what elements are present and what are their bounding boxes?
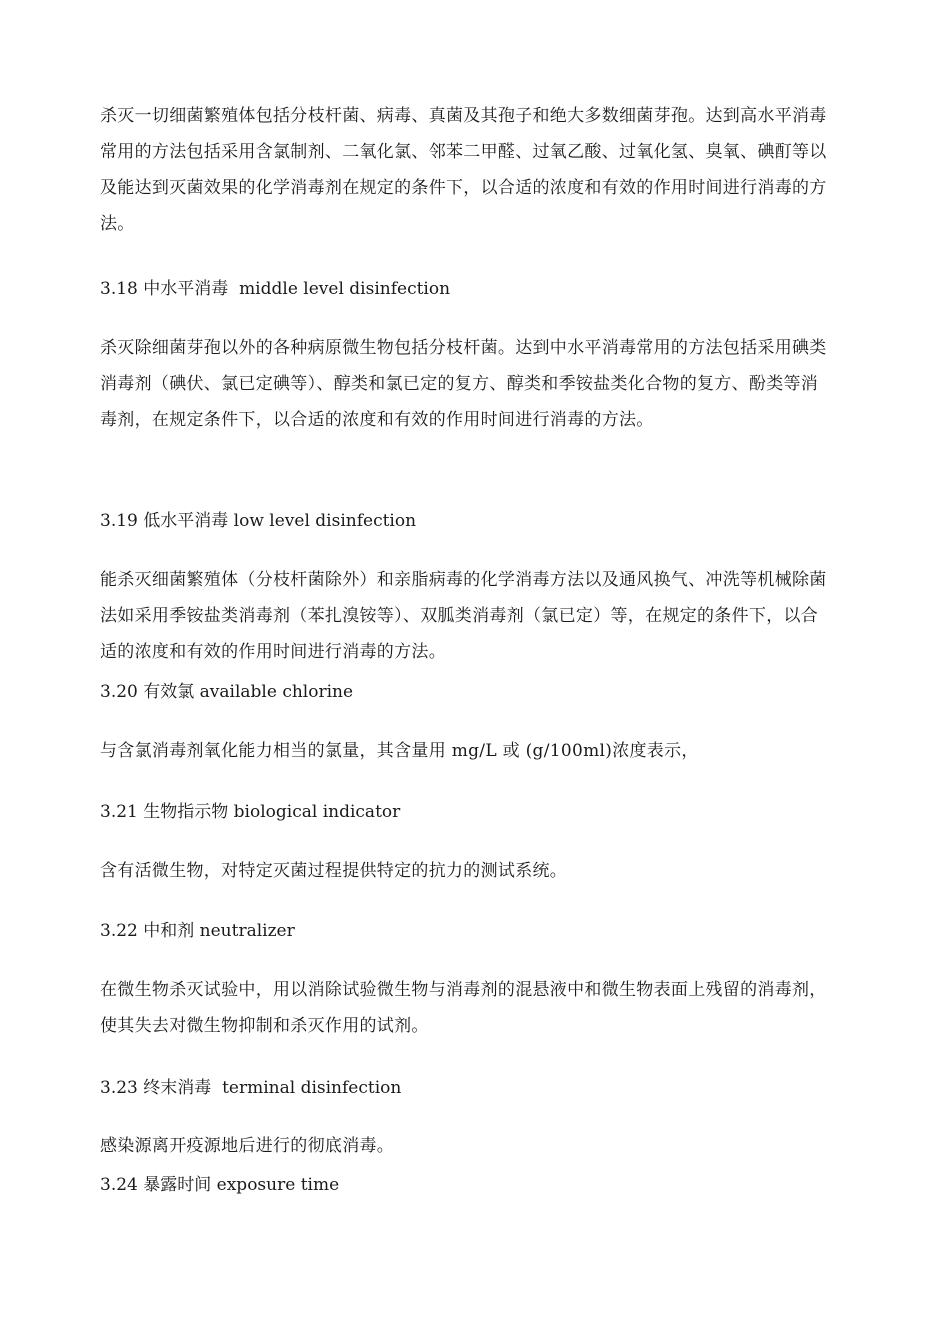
heading-3-18-middle-level-disinfection: 3.18 中水平消毒 middle level disinfection xyxy=(100,279,451,299)
paragraph-available-chlorine-definition: 与含氯消毒剂氧化能力相当的氯量，其含量用 mg/L 或 (g/100ml)浓度表示， xyxy=(100,741,699,761)
paragraph-low-level-disinfection-definition: 能杀灭细菌繁殖体（分枝杆菌除外）和亲脂病毒的化学消毒方法以及通风换气、冲洗等机械除菌法如采用季铵盐类消毒剂（苯扎溴铵等）、双胍类消毒剂（氯已定）等，在规定的条件下，以合适的浓度和有效的作用时间进行消毒的方法。 xyxy=(100,570,827,662)
heading-3-24-exposure-time: 3.24 暴露时间 exposure time xyxy=(100,1175,340,1195)
paragraph-biological-indicator-definition: 含有活微生物，对特定灭菌过程提供特定的抗力的测试系统。 xyxy=(100,861,568,881)
paragraph-terminal-disinfection-definition: 感染源离开疫源地后进行的彻底消毒。 xyxy=(100,1136,395,1156)
heading-3-23-terminal-disinfection: 3.23 终末消毒 terminal disinfection xyxy=(100,1078,402,1098)
heading-3-20-available-chlorine: 3.20 有效氯 available chlorine xyxy=(100,682,354,702)
heading-3-22-neutralizer: 3.22 中和剂 neutralizer xyxy=(100,921,295,941)
paragraph-middle-level-disinfection-definition: 杀灭除细菌芽孢以外的各种病原微生物包括分枝杆菌。达到中水平消毒常用的方法包括采用碘类消毒剂（碘伏、氯已定碘等）、醇类和氯已定的复方、醇类和季铵盐类化合物的复方、酚类等消毒剂，在规定条件下，以合适的浓度和有效的作用时间进行消毒的方法。 xyxy=(100,338,827,430)
paragraph-high-level-disinfection-definition: 杀灭一切细菌繁殖体包括分枝杆菌、病毒、真菌及其孢子和绝大多数细菌芽孢。达到高水平消毒常用的方法包括采用含氯制剂、二氧化氯、邻苯二甲醛、过氧乙酸、过氧化氢、臭氧、碘酊等以及能达到灭菌效果的化学消毒剂在规定的条件下，以合适的浓度和有效的作用时间进行消毒的方法。 xyxy=(100,106,827,234)
heading-3-21-biological-indicator: 3.21 生物指示物 biological indicator xyxy=(100,802,401,822)
paragraph-neutralizer-definition: 在微生物杀灭试验中，用以消除试验微生物与消毒剂的混悬液中和微生物表面上残留的消毒剂，使其失去对微生物抑制和杀灭作用的试剂。 xyxy=(100,980,827,1036)
heading-3-19-low-level-disinfection: 3.19 低水平消毒 low level disinfection xyxy=(100,511,417,531)
